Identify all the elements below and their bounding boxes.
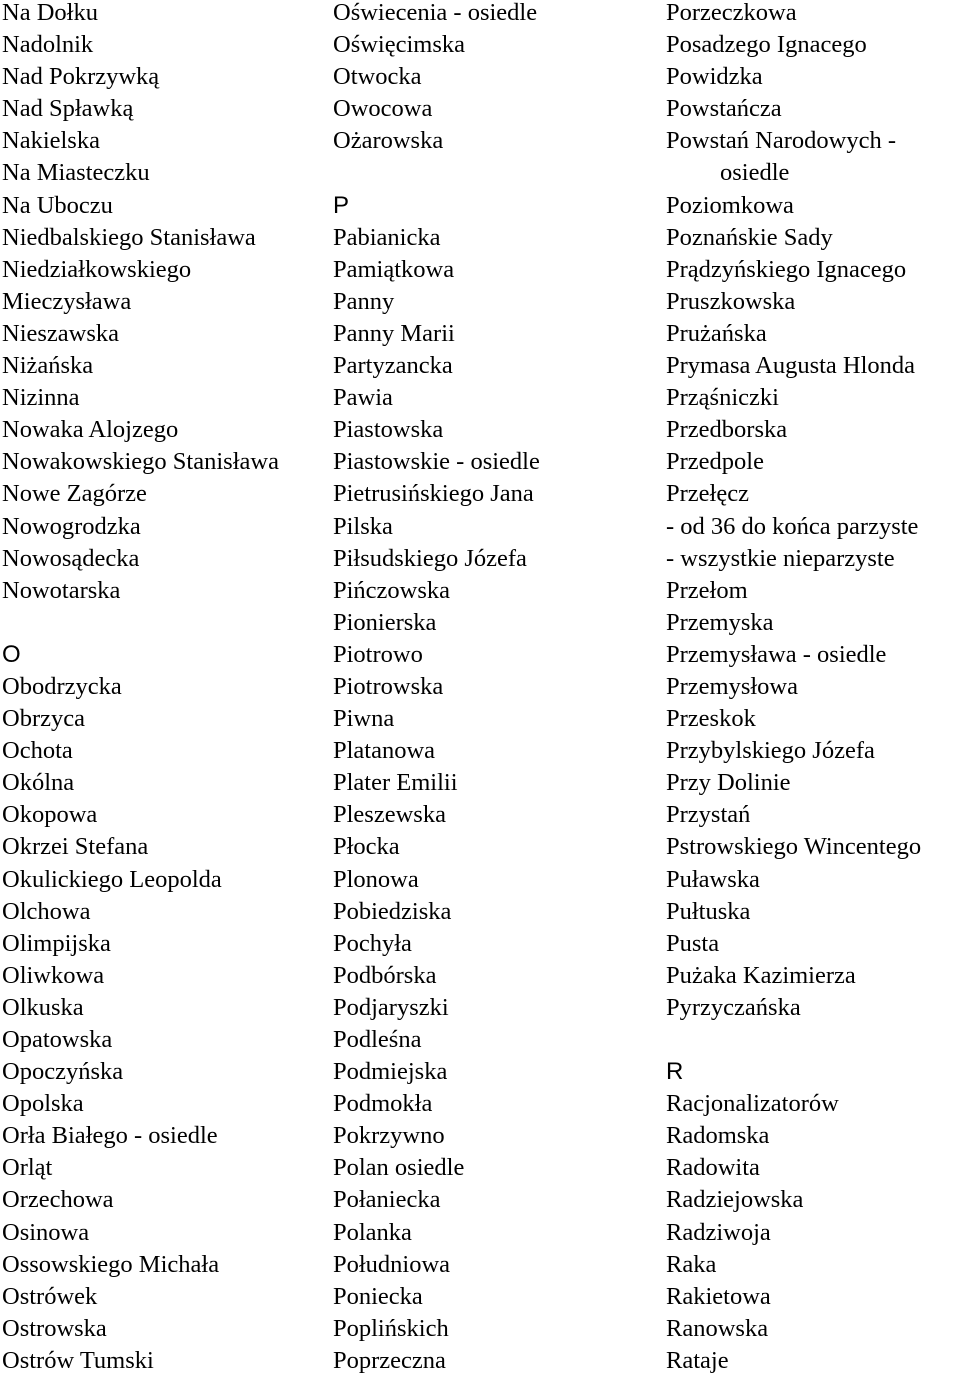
street-name: Okulickiego Leopolda bbox=[2, 865, 222, 893]
street-name: Poznańskie Sady bbox=[666, 223, 833, 251]
street-name: Opolska bbox=[2, 1090, 84, 1118]
street-name: Płocka bbox=[333, 833, 400, 861]
street-name: Okólna bbox=[2, 769, 75, 797]
street-name: Rataje bbox=[666, 1346, 729, 1374]
street-name: Oświęcimska bbox=[333, 31, 465, 59]
street-name: Oliwkowa bbox=[2, 961, 105, 989]
section-letter: O bbox=[2, 640, 21, 668]
street-name: Przełom bbox=[666, 576, 748, 604]
street-name: Opoczyńska bbox=[2, 1058, 124, 1086]
street-name: Nowosądecka bbox=[2, 544, 140, 572]
street-name: Pińczowska bbox=[333, 576, 451, 604]
section-gap bbox=[666, 1024, 960, 1056]
street-name: Okrzei Stefana bbox=[2, 833, 149, 861]
section-letter: P bbox=[333, 191, 350, 219]
street-name: Raka bbox=[666, 1250, 717, 1278]
street-name: Nowaka Alojzego bbox=[2, 416, 179, 444]
street-name: Porzeczkowa bbox=[666, 0, 797, 26]
street-name: Platanowa bbox=[333, 737, 436, 765]
street-name: Ożarowska bbox=[333, 127, 444, 155]
street-name: Ostrowska bbox=[2, 1314, 107, 1342]
street-name: Ostrów Tumski bbox=[2, 1346, 154, 1374]
street-name: Radziwoja bbox=[666, 1218, 771, 1246]
street-name: Racjonalizatorów bbox=[666, 1090, 839, 1118]
street-name: Nowogrodzka bbox=[2, 512, 141, 540]
street-name: Owocowa bbox=[333, 95, 433, 123]
street-name: Polanka bbox=[333, 1218, 412, 1246]
street-name: Przemyska bbox=[666, 608, 774, 636]
street-name: Przy Dolinie bbox=[666, 769, 791, 797]
street-name: Piastowska bbox=[333, 416, 444, 444]
street-name: Orła Białego - osiedle bbox=[2, 1122, 218, 1150]
street-name: Osinowa bbox=[2, 1218, 90, 1246]
street-name: Na Dołku bbox=[2, 0, 98, 26]
street-name: Piotrowska bbox=[333, 672, 444, 700]
street-name: Nakielska bbox=[2, 127, 100, 155]
street-column-1 bbox=[2, 0, 327, 1377]
street-name: Ossowskiego Michała bbox=[2, 1250, 220, 1278]
street-name: Radomska bbox=[666, 1122, 770, 1150]
street-name: Radowita bbox=[666, 1154, 760, 1182]
street-name: Piwna bbox=[333, 705, 395, 733]
street-column-3 bbox=[666, 0, 960, 1377]
street-name: - od 36 do końca parzyste bbox=[666, 512, 919, 540]
street-name: Przemysłowa bbox=[666, 672, 798, 700]
street-name: Nowe Zagórze bbox=[2, 480, 147, 508]
street-name: Nizinna bbox=[2, 384, 80, 412]
street-name: Przełęcz bbox=[666, 480, 749, 508]
street-name: Południowa bbox=[333, 1250, 451, 1278]
street-name: Nieszawska bbox=[2, 319, 120, 347]
street-name: Pruszkowska bbox=[666, 287, 796, 315]
street-name: Opatowska bbox=[2, 1026, 113, 1053]
street-name: Prymasa Augusta Hlonda bbox=[666, 352, 916, 380]
street-name: Pamiątkowa bbox=[333, 255, 455, 283]
street-name: Mieczysława bbox=[2, 287, 132, 315]
street-name: Obrzyca bbox=[2, 705, 85, 733]
street-name: Orląt bbox=[2, 1154, 53, 1182]
street-name: Przemysława - osiedle bbox=[666, 640, 887, 668]
street-name: Powstań Narodowych - bbox=[666, 127, 896, 155]
street-name: Podjaryszki bbox=[333, 993, 449, 1021]
street-name: Oświecenia - osiedle bbox=[333, 0, 538, 26]
street-name: Pilska bbox=[333, 512, 393, 540]
street-name: Powidzka bbox=[666, 63, 763, 91]
street-name: Ranowska bbox=[666, 1314, 769, 1342]
street-name: Pyrzyczańska bbox=[666, 993, 801, 1021]
street-name: Ochota bbox=[2, 737, 73, 765]
street-name: Podmokła bbox=[333, 1090, 433, 1118]
street-name: Obodrzycka bbox=[2, 672, 122, 700]
street-name: Partyzancka bbox=[333, 352, 453, 380]
street-name: Pietrusińskiego Jana bbox=[333, 480, 534, 508]
street-name: Podbórska bbox=[333, 961, 437, 989]
street-name: Podleśna bbox=[333, 1026, 422, 1053]
street-column-2 bbox=[333, 0, 658, 1377]
street-name: Niedziałkowskiego bbox=[2, 255, 192, 283]
street-name: Pułtuska bbox=[666, 897, 751, 925]
street-name: Panny Marii bbox=[333, 319, 455, 347]
street-name: Pokrzywno bbox=[333, 1122, 445, 1150]
street-name: Otwocka bbox=[333, 63, 422, 91]
street-name: Nadolnik bbox=[2, 31, 94, 59]
street-name: Ostrówek bbox=[2, 1282, 98, 1310]
street-name: Prząśniczki bbox=[666, 384, 779, 412]
street-name: Przystań bbox=[666, 801, 751, 829]
street-name: Na Miasteczku bbox=[2, 159, 150, 187]
street-name: Niżańska bbox=[2, 352, 94, 380]
street-name: Pochyła bbox=[333, 929, 412, 957]
street-name: Nad Pokrzywką bbox=[2, 63, 160, 91]
section-gap bbox=[2, 607, 327, 639]
street-name: Przedpole bbox=[666, 448, 764, 476]
street-name: Na Uboczu bbox=[2, 191, 113, 219]
street-name: Piastowskie - osiedle bbox=[333, 448, 540, 476]
street-name: Przybylskiego Józefa bbox=[666, 737, 875, 765]
street-name: Prużańska bbox=[666, 319, 767, 347]
street-name: Radziejowska bbox=[666, 1186, 804, 1214]
street-name: Przedborska bbox=[666, 416, 788, 444]
street-name: Poplińskich bbox=[333, 1314, 449, 1342]
street-name: - wszystkie nieparzyste bbox=[666, 544, 895, 572]
street-name: Poprzeczna bbox=[333, 1346, 446, 1374]
street-name: Olchowa bbox=[2, 897, 91, 925]
section-gap bbox=[333, 157, 658, 189]
street-name: Plonowa bbox=[333, 865, 419, 893]
street-name: Poniecka bbox=[333, 1282, 423, 1310]
street-name: Pleszewska bbox=[333, 801, 446, 829]
street-name: Nowotarska bbox=[2, 576, 121, 604]
street-name: Pionierska bbox=[333, 608, 437, 636]
street-name: Rakietowa bbox=[666, 1282, 771, 1310]
street-name: Niedbalskiego Stanisława bbox=[2, 223, 256, 251]
street-name: Olimpijska bbox=[2, 929, 111, 957]
street-name: Przeskok bbox=[666, 705, 756, 733]
street-name: Powstańcza bbox=[666, 95, 782, 123]
street-name: Podmiejska bbox=[333, 1058, 448, 1086]
street-name: Olkuska bbox=[2, 993, 84, 1021]
street-name: Połaniecka bbox=[333, 1186, 441, 1214]
street-name: Piłsudskiego Józefa bbox=[333, 544, 527, 572]
street-name: Pobiedziska bbox=[333, 897, 452, 925]
street-name: Plater Emilii bbox=[333, 769, 458, 797]
street-name: Pstrowskiego Wincentego bbox=[666, 833, 922, 861]
street-name: Polan osiedle bbox=[333, 1154, 465, 1182]
street-name: Poziomkowa bbox=[666, 191, 794, 219]
street-name: Orzechowa bbox=[2, 1186, 114, 1214]
street-name: Nowakowskiego Stanisława bbox=[2, 448, 279, 476]
street-name: Pusta bbox=[666, 929, 720, 957]
street-name: Pużaka Kazimierza bbox=[666, 961, 856, 989]
street-name: Nad Spławką bbox=[2, 95, 134, 123]
street-name: Posadzego Ignacego bbox=[666, 31, 867, 59]
street-name: Panny bbox=[333, 287, 395, 315]
street-name: Puławska bbox=[666, 865, 760, 893]
street-name: Pawia bbox=[333, 384, 393, 412]
street-name: osiedle bbox=[720, 159, 790, 187]
street-name: Prądzyńskiego Ignacego bbox=[666, 255, 907, 283]
street-name: Pabianicka bbox=[333, 223, 441, 251]
section-letter: R bbox=[666, 1058, 684, 1086]
street-name: Okopowa bbox=[2, 801, 98, 829]
street-name: Piotrowo bbox=[333, 640, 423, 668]
